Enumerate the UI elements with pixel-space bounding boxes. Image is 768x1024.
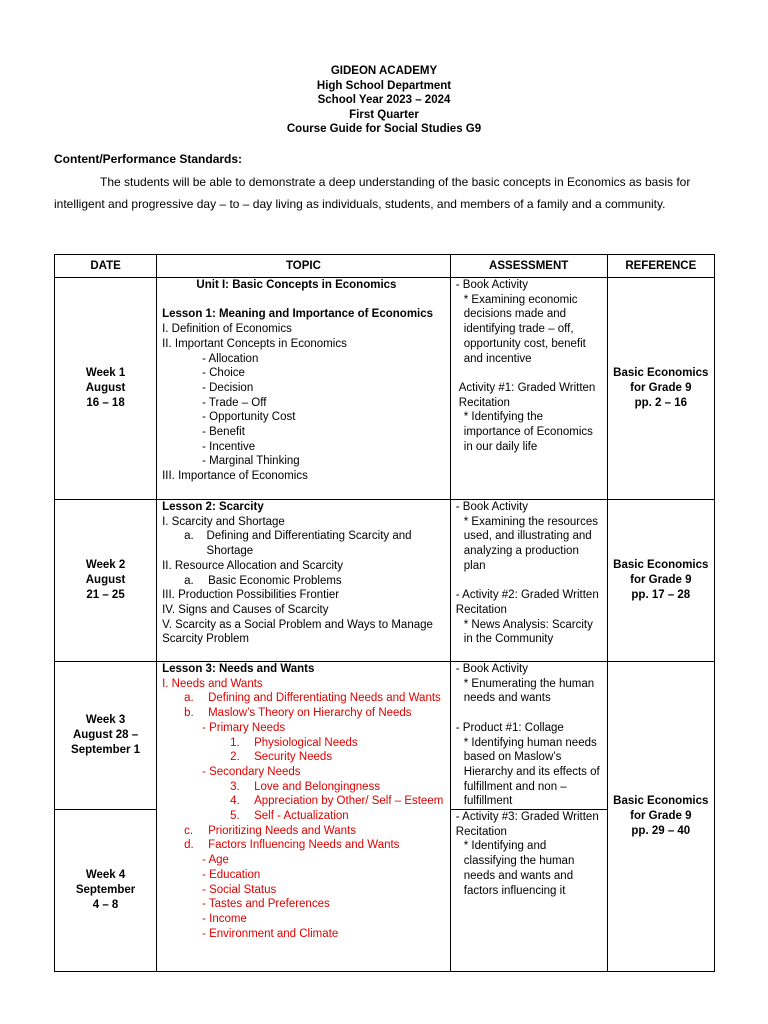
- needs-item: 3. Love and Belongingness: [230, 780, 381, 793]
- lesson-title: Lesson 3: Needs and Wants: [162, 663, 315, 675]
- needs-item: 4. Appreciation by Other/ Self – Esteem: [230, 795, 444, 808]
- reference-cell: [607, 500, 714, 662]
- course-title: Course Guide for Social Studies G9: [286, 123, 482, 135]
- factor-item: - Tastes and Preferences: [202, 898, 330, 911]
- assessment-item: - Book Activity: [455, 501, 528, 513]
- header-reference: REFERENCE: [607, 255, 714, 278]
- assessment-item: - Activity #3: Graded Written Recitation: [455, 811, 599, 838]
- factor-item: - Income: [202, 912, 247, 925]
- date-cell: [55, 662, 157, 810]
- needs-item: 5. Self - Actualization: [230, 810, 349, 823]
- concept-item: - Marginal Thinking: [202, 455, 300, 468]
- topic-subitem: a. Defining and Differentiating Needs and Wants: [184, 692, 441, 705]
- month-label: August: [85, 574, 126, 587]
- needs-group: - Primary Needs: [202, 721, 286, 734]
- day-range: 4 – 8: [92, 898, 119, 911]
- concept-item: - Allocation: [202, 352, 259, 365]
- topic-item: II. Important Concepts in Economics: [162, 337, 347, 350]
- week-label: Week 3: [85, 714, 126, 727]
- reference-cell: [607, 278, 714, 500]
- topic-item: I. Definition of Economics: [162, 323, 292, 336]
- reference-title: Basic Economics: [613, 795, 709, 808]
- lesson-title: Lesson 1: Meaning and Importance of Economics: [162, 308, 434, 321]
- quarter: First Quarter: [349, 108, 419, 121]
- factor-item: - Education: [202, 868, 261, 881]
- unit-title: Unit I: Basic Concepts in Economics: [196, 279, 397, 291]
- topic-item: III. Importance of Economics: [162, 470, 308, 483]
- topic-subitem: d. Factors Influencing Needs and Wants: [184, 839, 400, 852]
- school-year: School Year 2023 – 2024: [317, 94, 451, 106]
- topic-cell: [157, 500, 451, 662]
- reference-cell: [607, 662, 714, 972]
- factor-item: - Social Status: [202, 883, 277, 896]
- concept-item: - Decision: [202, 381, 254, 394]
- assessment-item: - Product #1: Collage: [455, 721, 564, 734]
- table-row: [55, 662, 715, 810]
- topic-subitem: a. Basic Economic Problems: [184, 574, 342, 587]
- assessment-item: Activity #1: Graded Written Recitation: [458, 381, 596, 409]
- assessment-detail: * Identifying and classifying the human needs and wants and factors influencing it: [463, 840, 575, 897]
- table-row: [55, 278, 715, 500]
- assessment-cell: [450, 500, 607, 662]
- date-cell: [55, 278, 157, 500]
- table-header-row: [55, 255, 715, 278]
- topic-item: IV. Signs and Causes of Scarcity: [162, 603, 329, 616]
- concept-item: - Opportunity Cost: [202, 411, 296, 424]
- reference-title: Basic Economics: [613, 559, 709, 572]
- reference-title: Basic Economics: [613, 367, 709, 380]
- reference-pages: pp. 2 – 16: [634, 396, 687, 409]
- topic-subitem: a. Defining and Differentiating Scarcity and Shortage: [184, 530, 412, 558]
- lesson-title: Lesson 2: Scarcity: [162, 501, 264, 513]
- header-topic: TOPIC: [157, 255, 451, 278]
- reference-pages: pp. 29 – 40: [631, 824, 691, 837]
- concept-item: - Choice: [202, 367, 245, 380]
- standards-title: Content/Performance Standards:: [54, 152, 243, 166]
- concept-item: - Incentive: [202, 440, 256, 453]
- assessment-cell: [450, 662, 607, 810]
- table-row: [55, 500, 715, 662]
- day-range: 21 – 25: [86, 588, 125, 601]
- topic-item: III. Production Possibilities Frontier: [162, 589, 340, 602]
- topic-item: I. Scarcity and Shortage: [162, 515, 285, 528]
- header-assessment: ASSESSMENT: [450, 255, 607, 278]
- needs-group: - Secondary Needs: [202, 765, 301, 778]
- week-label: Week 2: [85, 559, 126, 572]
- assessment-item: - Book Activity: [455, 663, 528, 675]
- assessment-detail: * Identifying the importance of Economics in our daily life: [463, 411, 593, 453]
- standards-body: The students will be able to demonstrate a deep understanding of the basic concepts in Economics as basis for intelligent and progressive day – to – day living as individuals, students, and members of a family and a community.: [54, 175, 691, 211]
- topic-cell: [157, 278, 451, 500]
- assessment-detail: * Enumerating the human needs and wants: [463, 677, 595, 705]
- factor-item: - Age: [202, 854, 229, 867]
- reference-pages: pp. 17 – 28: [631, 588, 691, 601]
- assessment-item: - Book Activity: [455, 279, 528, 291]
- assessment-item: - Activity #2: Graded Written Recitation: [455, 589, 599, 616]
- course-guide-table: [54, 254, 715, 972]
- reference-grade: for Grade 9: [630, 382, 692, 395]
- date-cell: [55, 810, 157, 972]
- date-cell: [55, 500, 157, 662]
- topic-item: I. Needs and Wants: [162, 677, 263, 690]
- reference-grade: for Grade 9: [630, 810, 692, 823]
- topic-subitem: b. Maslow’s Theory on Hierarchy of Needs: [184, 707, 412, 720]
- assessment-detail: * News Analysis: Scarcity in the Community: [463, 618, 593, 646]
- assessment-cell: [450, 278, 607, 500]
- concept-item: - Trade – Off: [202, 396, 267, 409]
- document-header: [0, 64, 768, 137]
- reference-grade: for Grade 9: [630, 574, 692, 587]
- header-date: DATE: [55, 255, 157, 278]
- concept-item: - Benefit: [202, 426, 245, 439]
- topic-cell: [157, 662, 451, 972]
- week-label: Week 4: [85, 869, 126, 882]
- day-range: September 1: [71, 743, 141, 756]
- topic-subitem: c. Prioritizing Needs and Wants: [184, 824, 356, 837]
- school-name: GIDEON ACADEMY: [330, 65, 438, 77]
- month-label: August: [85, 382, 126, 395]
- day-range: 16 – 18: [86, 396, 125, 409]
- needs-item: 2. Security Needs: [230, 751, 333, 764]
- assessment-detail: * Identifying human needs based on Maslow’s Hierarchy and its effects of fulfillment and non – fulfillment: [463, 736, 600, 808]
- factor-item: - Environment and Climate: [202, 927, 339, 940]
- month-label: September: [75, 884, 136, 897]
- assessment-detail: * Examining the resources used, and illustrating and analyzing a production plan: [463, 515, 598, 572]
- month-label: August 28 –: [72, 729, 139, 742]
- topic-item: V. Scarcity as a Social Problem and Ways to Manage Scarcity Problem: [162, 618, 433, 646]
- topic-item: II. Resource Allocation and Scarcity: [162, 559, 343, 572]
- department: High School Department: [316, 79, 452, 92]
- assessment-detail: * Examining economic decisions made and identifying trade – off, opportunity cost, benefit and incentive: [463, 293, 586, 365]
- week-label: Week 1: [85, 367, 126, 380]
- needs-item: 1. Physiological Needs: [230, 736, 358, 749]
- assessment-cell: [450, 810, 607, 972]
